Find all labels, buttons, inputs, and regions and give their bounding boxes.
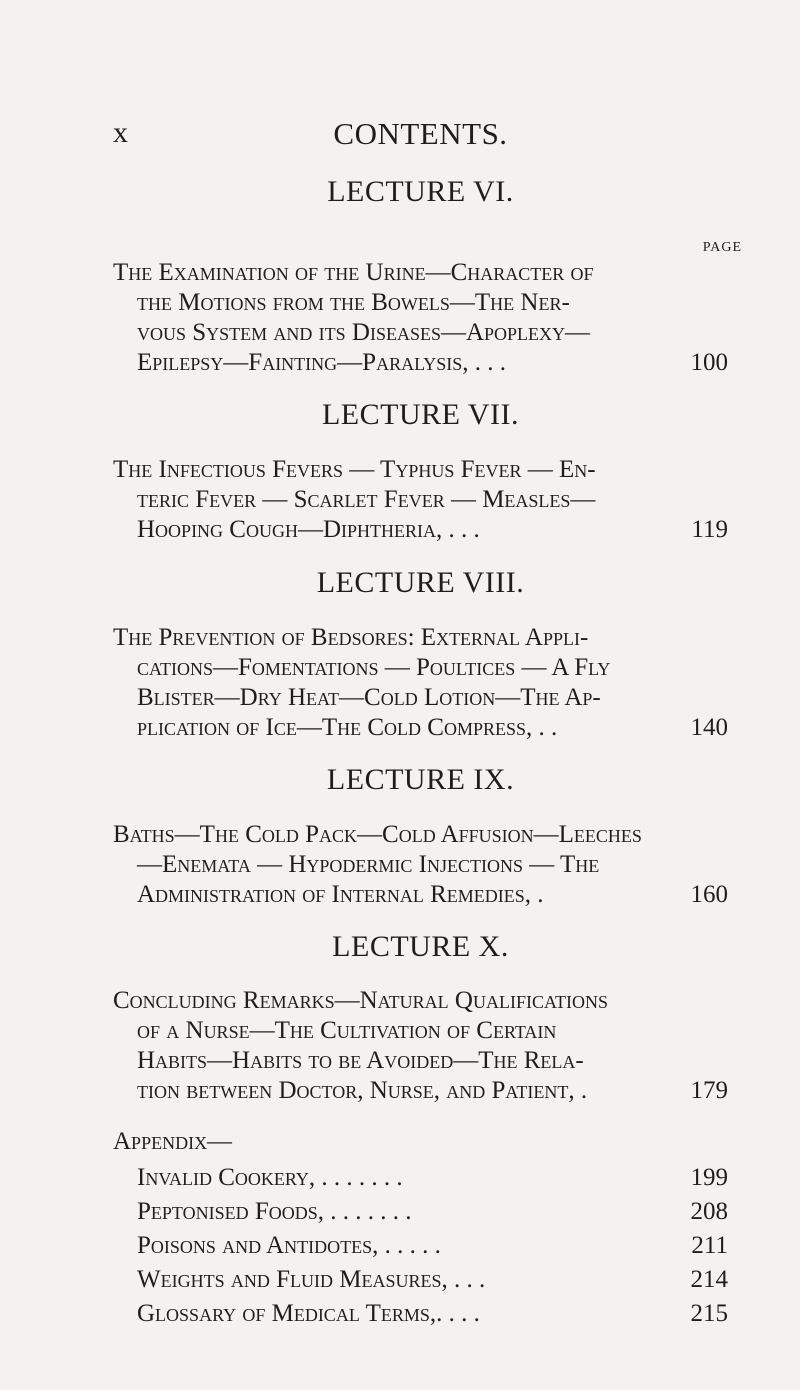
page-number: 214 — [690, 1266, 728, 1293]
entry-line-text: Hooping Cough—Diphtheria, . . . — [137, 516, 480, 543]
page-number: 208 — [690, 1198, 728, 1225]
lecture-heading: LECTURE X. — [332, 930, 509, 963]
entry-line — [113, 348, 728, 378]
entry-line — [113, 1076, 728, 1106]
entry-line-text: plication of Ice—The Cold Compress, . . — [137, 714, 558, 741]
entry-line-text: tion between Doctor, Nurse, and Patient, . — [137, 1077, 588, 1104]
entry-line: The Prevention of Bedsores: External Appli- — [113, 624, 589, 651]
entry-line — [113, 713, 728, 743]
entry-line-text: Administration of Internal Remedies, . — [137, 881, 544, 908]
appendix-item-label: Peptonised Foods, . . . . . . . — [137, 1198, 412, 1225]
entry-line: vous System and its Diseases—Apoplexy— — [137, 319, 591, 346]
entry-line: of a Nurse—The Cultivation of Certain — [137, 1017, 557, 1044]
page-folio: x — [113, 116, 128, 149]
appendix-item — [113, 1300, 728, 1334]
page-number: 211 — [691, 1232, 728, 1259]
appendix-item-label: Poisons and Antidotes, . . . . . — [137, 1232, 441, 1259]
page-column-label: PAGE — [702, 240, 742, 255]
lecture-heading: LECTURE IX. — [326, 763, 515, 796]
page-number: 179 — [690, 1077, 728, 1104]
entry-line: the Motions from the Bowels—The Ner- — [137, 289, 570, 316]
running-head — [113, 116, 728, 156]
entry-line: Baths—The Cold Pack—Cold Affusion—Leeches — [113, 821, 642, 848]
entry-line — [113, 880, 728, 910]
page-number: 119 — [691, 516, 728, 543]
page-number: 100 — [690, 349, 728, 376]
page-number: 215 — [690, 1300, 728, 1327]
appendix-item-label: Weights and Fluid Measures, . . . — [137, 1266, 486, 1293]
entry-line-text: Epilepsy—Fainting—Paralysis, . . . — [137, 349, 507, 376]
appendix-heading: Appendix— — [113, 1128, 233, 1155]
appendix-item — [113, 1164, 728, 1198]
page-number: 160 — [690, 881, 728, 908]
entry-line: Blister—Dry Heat—Cold Lotion—The Ap- — [137, 684, 601, 711]
appendix-item-label: Invalid Cookery, . . . . . . . — [137, 1164, 403, 1191]
toc-entry — [113, 455, 728, 545]
toc-entry — [113, 258, 728, 378]
appendix-item — [113, 1266, 728, 1300]
appendix-item — [113, 1198, 728, 1232]
entry-line: cations—Fomentations — Poultices — A Fly — [137, 654, 611, 681]
page-number: 199 — [690, 1164, 728, 1191]
lecture-heading: LECTURE VIII. — [316, 566, 525, 599]
appendix-list — [113, 1164, 728, 1334]
entry-line — [113, 515, 728, 545]
entry-line: The Infectious Fevers — Typhus Fever — En- — [113, 456, 596, 483]
running-head-title: CONTENTS. — [333, 116, 508, 151]
toc-entry — [113, 986, 728, 1106]
lecture-heading: LECTURE VII. — [321, 398, 520, 431]
entry-line: Concluding Remarks—Natural Qualifications — [113, 987, 608, 1014]
page-number: 140 — [690, 714, 728, 741]
entry-line: teric Fever — Scarlet Fever — Measles— — [137, 486, 596, 513]
appendix-item-label: Glossary of Medical Terms,. . . . — [137, 1300, 480, 1327]
entry-line: Habits—Habits to be Avoided—The Rela- — [137, 1047, 584, 1074]
lecture-heading: LECTURE VI. — [327, 175, 514, 208]
entry-line: The Examination of the Urine—Character of — [113, 259, 594, 286]
toc-entry — [113, 623, 728, 743]
appendix-item — [113, 1232, 728, 1266]
entry-line: —Enemata — Hypodermic Injections — The — [137, 851, 600, 878]
toc-entry — [113, 820, 728, 910]
